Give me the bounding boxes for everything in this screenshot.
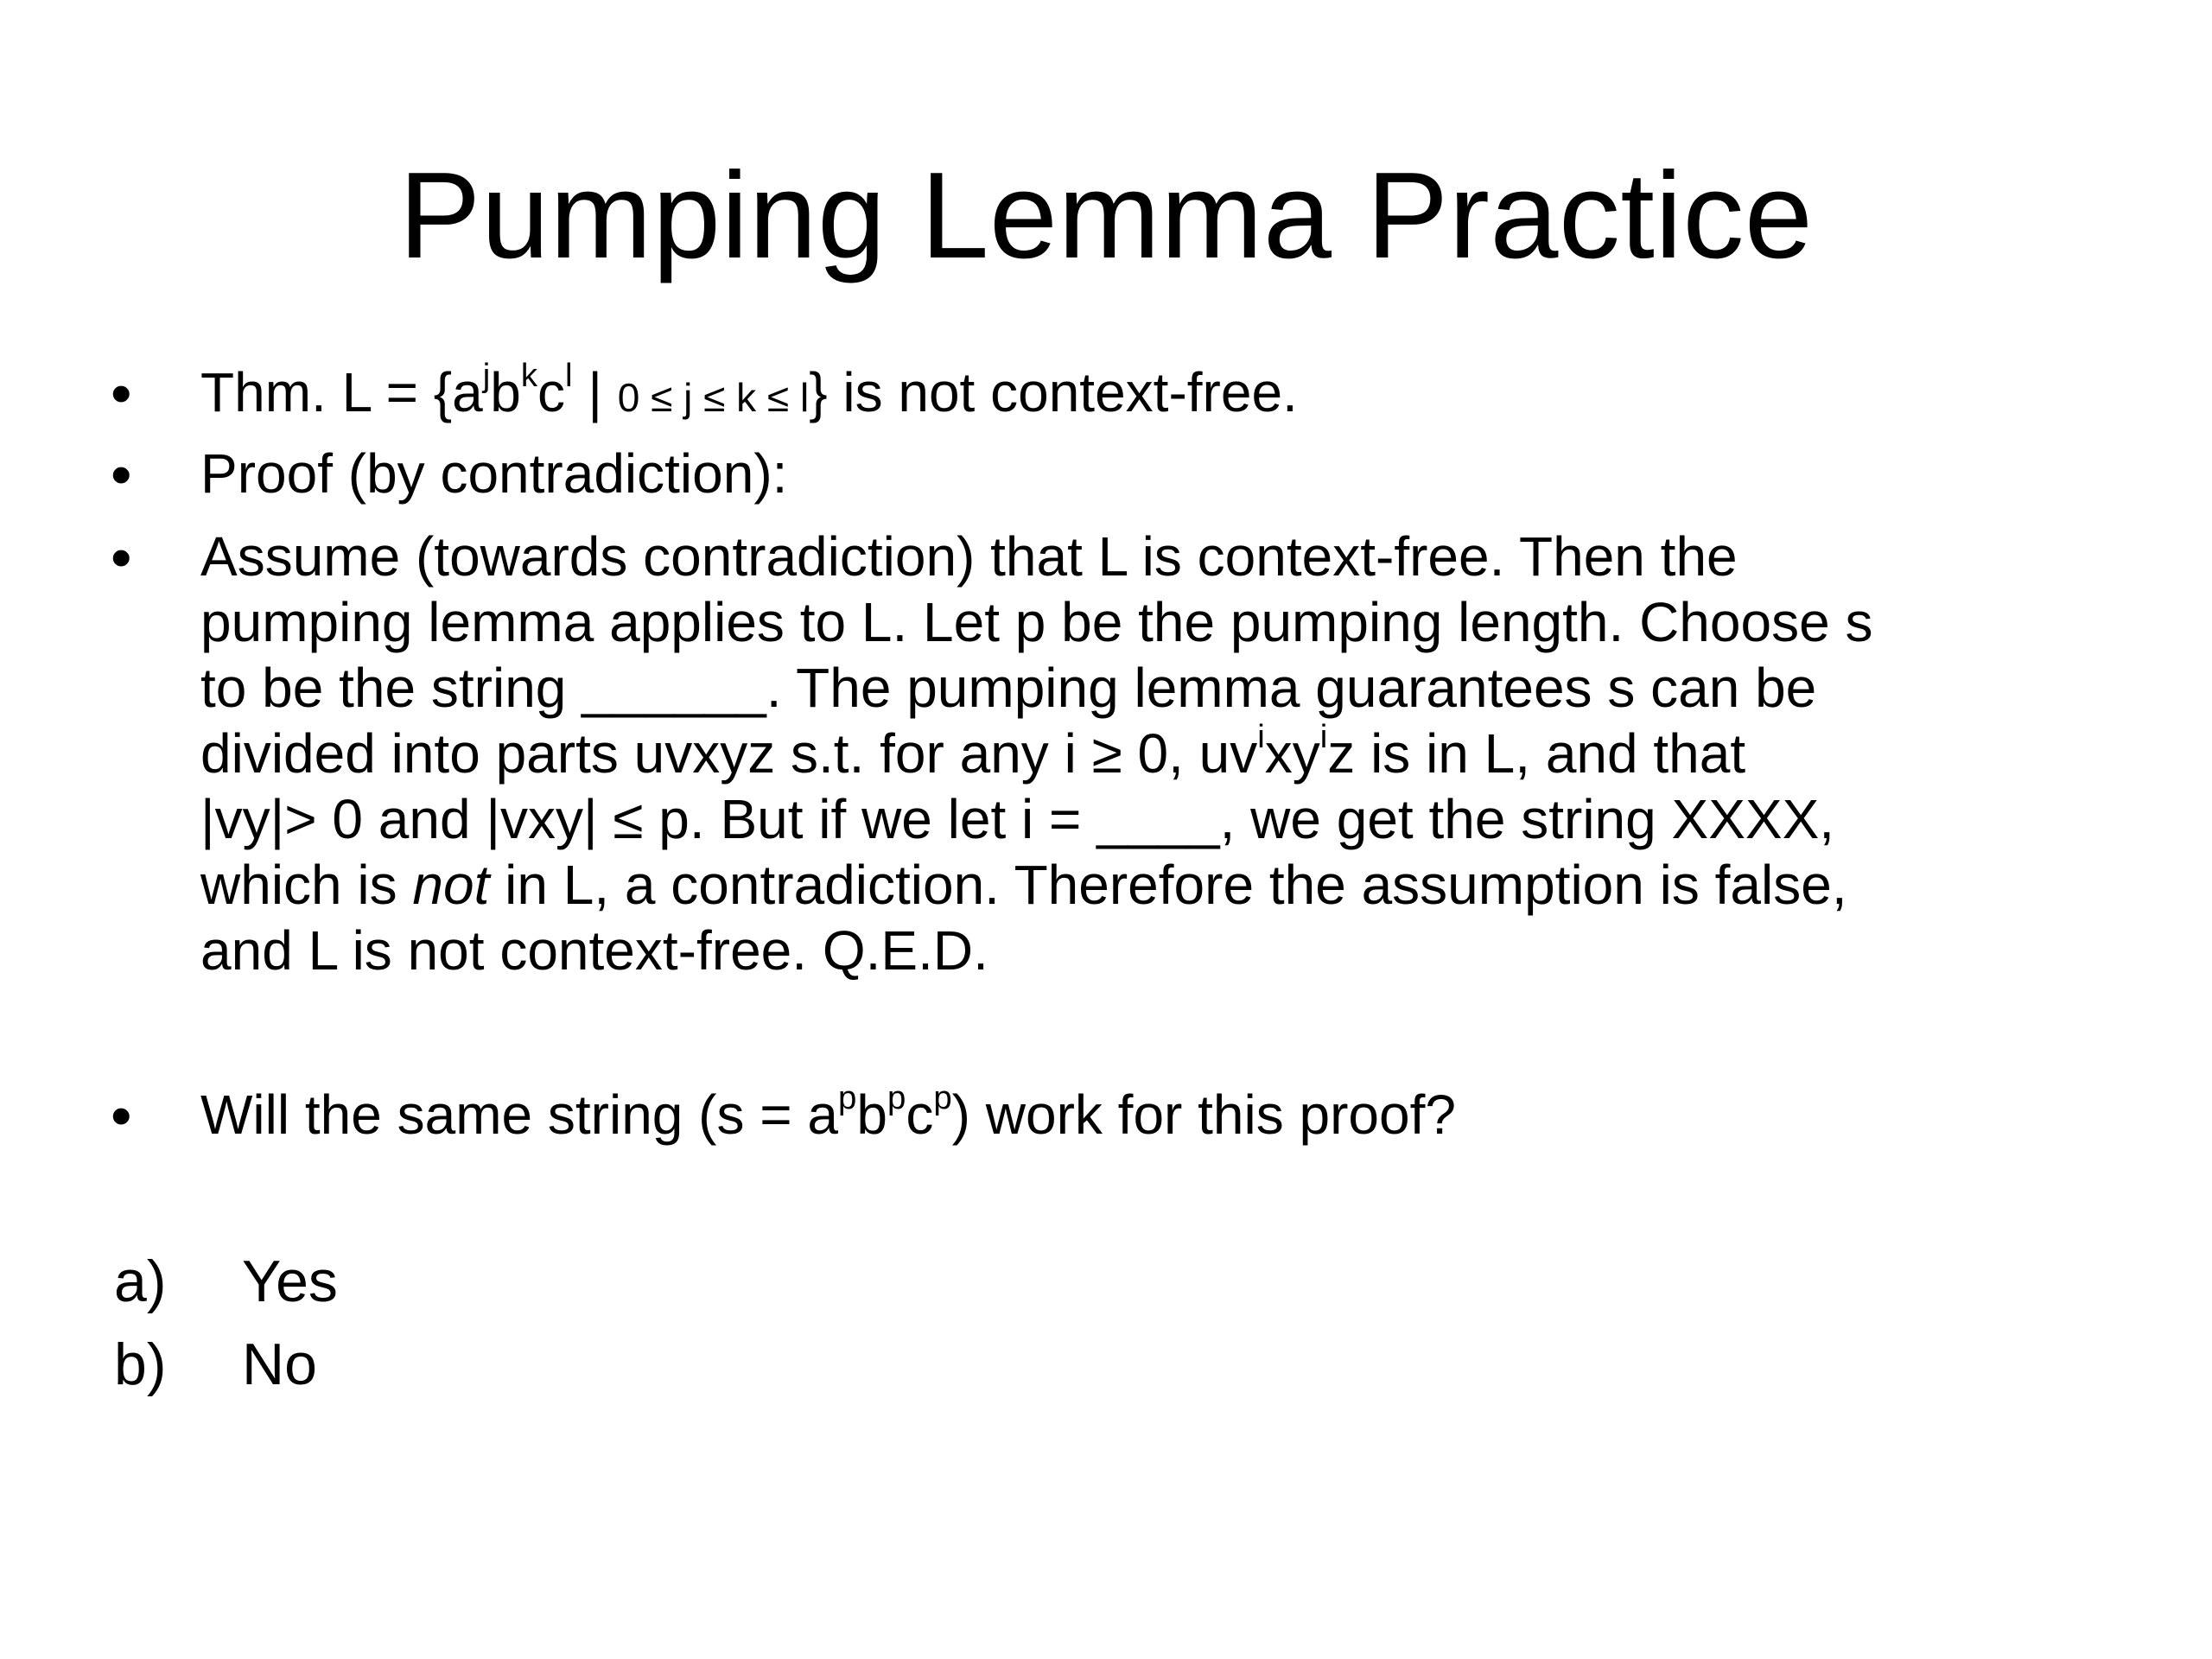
assumption-paragraph [200, 524, 2101, 983]
bullet-dot: • [111, 1082, 132, 1149]
assumption-line: Assume (towards contradiction) that L is context-free. Then the [200, 525, 1738, 588]
assumption-line: |vy|> 0 and |vxy| ≤ p. But if we let i = ____, we get the string XXXX, [200, 788, 1835, 850]
option-text: No [242, 1332, 317, 1397]
assumption-line: pumping lemma applies to L. Let p be the pumping length. Choose s [200, 591, 1873, 653]
theorem-condition: 0 ≤ j ≤ k ≤ l [617, 375, 810, 420]
option-label: b) [114, 1332, 167, 1397]
assumption-line: to be the string ______. The pumping lemma guarantees s can be [200, 657, 1817, 719]
bullet-dot: • [111, 441, 132, 508]
theorem-text: Thm. $L = \{a^jb^kc^l$ | 0 ≤ j ≤ k ≤ l} is not context-free. [200, 357, 1298, 423]
bullet-dot: • [111, 524, 132, 591]
assumption-line: and L is not context-free. Q.E.D. [200, 919, 988, 982]
assumption-line: divided into parts uvxyz s.t. for any i ≥ 0, $uv^ixy^iz$ is in L, and that [200, 718, 1746, 785]
option-label: a) [114, 1249, 167, 1314]
bullet-dot: • [111, 359, 132, 427]
option-text: Yes [242, 1249, 338, 1314]
emphasis-not: not [412, 854, 490, 916]
assumption-line: which is not in L, a contradiction. Therefore the assumption is false, [200, 854, 1847, 916]
slide-title: Pumping Lemma Practice [398, 147, 1814, 284]
question-text: Will the same string $(s = a^pb^pc^p)$ work for this proof? [200, 1079, 1456, 1146]
proof-heading-text: Proof (by contradiction): [200, 442, 788, 505]
